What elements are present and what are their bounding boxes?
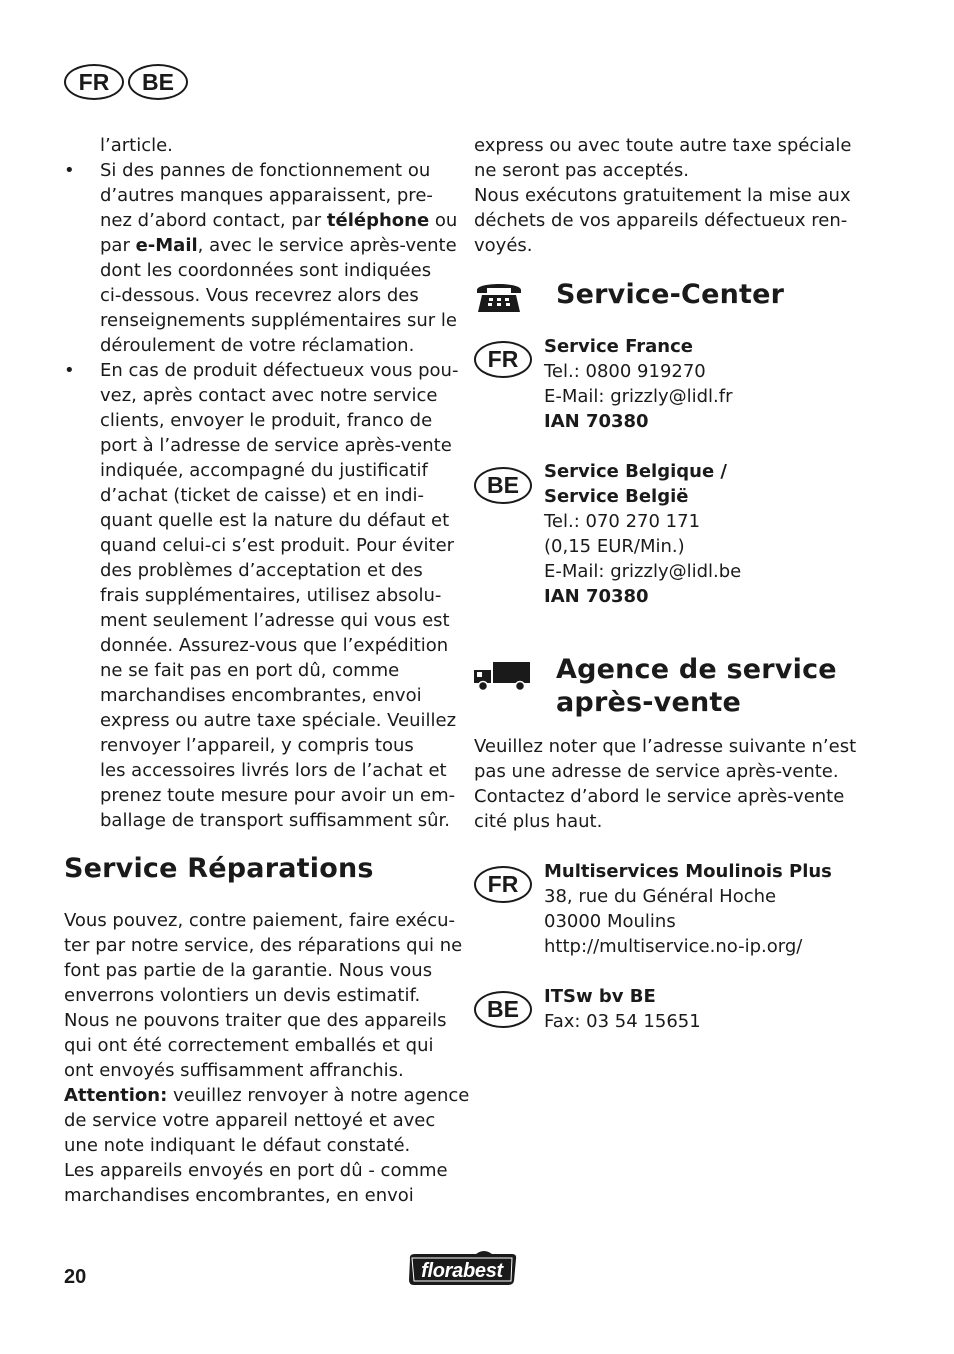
attention-label: Attention: bbox=[64, 1085, 168, 1106]
text-line: indiquée, accompagné du justificatif bbox=[100, 460, 428, 481]
website-link[interactable]: http://multiservice.no-ip.org/ bbox=[544, 936, 803, 957]
agency-notice-text bbox=[474, 734, 874, 834]
text-line: pas une adresse de service après-vente. bbox=[474, 761, 839, 782]
text-line: quand celui-ci s’est produit. Pour éviter bbox=[100, 535, 455, 556]
text-line: ter par notre service, des réparations qui ne bbox=[64, 935, 463, 956]
text-line: ment seulement l’adresse qui vous est bbox=[100, 610, 450, 631]
service-france-block bbox=[544, 334, 732, 434]
text-line: font pas partie de la garantie. Nous vous bbox=[64, 960, 433, 981]
text-line: Nous ne pouvons traiter que des appareils bbox=[64, 1010, 447, 1031]
phone-keyword: téléphone bbox=[326, 210, 430, 231]
text-line: d’autres manques apparaissent, pre- bbox=[100, 185, 433, 206]
text-line: ci-dessous. Vous recevrez alors des bbox=[100, 285, 419, 306]
text-line: de service votre appareil nettoyé et avec bbox=[64, 1110, 436, 1131]
text-fragment: , avec le service après-vente bbox=[197, 235, 457, 256]
text-line: dont les coordonnées sont indiquées bbox=[100, 260, 432, 281]
text-fragment: nez d’abord contact, par bbox=[100, 210, 327, 231]
address-line: 38, rue du Général Hoche bbox=[544, 886, 777, 907]
text-line: port à l’adresse de service après-vente bbox=[100, 435, 452, 456]
text-line: ne se fait pas en port dû, comme bbox=[100, 660, 400, 681]
text-line: enverrons volontiers un devis estimatif. bbox=[64, 985, 421, 1006]
service-title: Service Belgique / bbox=[544, 461, 727, 482]
email-address: E-Mail: grizzly@lidl.be bbox=[544, 561, 742, 582]
service-belgique-block bbox=[544, 459, 741, 609]
text-line: déroulement de votre réclamation. bbox=[100, 335, 415, 356]
text-line: déchets de vos appareils défectueux ren- bbox=[474, 210, 848, 231]
text-line: Contactez d’abord le service après-vente bbox=[474, 786, 845, 807]
text-fragment: ou bbox=[429, 210, 458, 231]
text-line: quant quelle est la nature du défaut et bbox=[100, 510, 450, 531]
text-line bbox=[100, 208, 458, 233]
service-title: Service België bbox=[544, 486, 689, 507]
text-fragment: par bbox=[100, 235, 136, 256]
truck-icon bbox=[473, 660, 531, 692]
text-line: Les appareils envoyés en port dû - comme bbox=[64, 1160, 448, 1181]
text-line: une note indiquant le défaut constaté. bbox=[64, 1135, 411, 1156]
bullet-icon: • bbox=[64, 360, 75, 381]
text-line: donnée. Assurez-vous que l’expédition bbox=[100, 635, 449, 656]
text-line: ne seront pas acceptés. bbox=[474, 160, 689, 181]
ian-number: IAN 70380 bbox=[544, 411, 649, 432]
right-intro-text bbox=[474, 133, 874, 258]
text-line: clients, envoyer le produit, franco de bbox=[100, 410, 433, 431]
repairs-heading: Service Réparations bbox=[64, 853, 374, 884]
florabest-logo bbox=[406, 1251, 518, 1287]
agency-heading-line: Agence de service bbox=[556, 654, 837, 685]
text-line: voyés. bbox=[474, 235, 533, 256]
text-line: des problèmes d’acceptation et des bbox=[100, 560, 423, 581]
language-badge-fr: FR bbox=[64, 64, 124, 100]
email-address: E-Mail: grizzly@lidl.fr bbox=[544, 386, 733, 407]
fax-number: Fax: 03 54 15651 bbox=[544, 1011, 701, 1032]
agency-heading-line: après-vente bbox=[556, 687, 742, 718]
text-line: express ou avec toute autre taxe spéciale bbox=[474, 135, 852, 156]
text-line: frais supplémentaires, utilisez absolu- bbox=[100, 585, 442, 606]
ian-number: IAN 70380 bbox=[544, 586, 649, 607]
repairs-text bbox=[64, 908, 470, 1208]
bullet-icon: • bbox=[64, 160, 75, 181]
text-line: qui ont été correctement emballés et qui bbox=[64, 1035, 434, 1056]
text-line: Vous pouvez, contre paiement, faire exécu- bbox=[64, 910, 456, 931]
address-line: 03000 Moulins bbox=[544, 911, 676, 932]
text-line: les accessoires livrés lors de l’achat et bbox=[100, 760, 447, 781]
country-badge-be: BE bbox=[474, 991, 532, 1028]
text-line: ont envoyés suffisamment affranchis. bbox=[64, 1060, 404, 1081]
text-line: Veuillez noter que l’adresse suivante n’est bbox=[474, 736, 857, 757]
language-badge-be: BE bbox=[128, 64, 188, 100]
phone-number: Tel.: 070 270 171 bbox=[544, 511, 701, 532]
text-line: express ou autre taxe spéciale. Veuillez bbox=[100, 710, 457, 731]
text-line: cité plus haut. bbox=[474, 811, 603, 832]
text-line: renvoyer l’appareil, y compris tous bbox=[100, 735, 414, 756]
rate-info: (0,15 EUR/Min.) bbox=[544, 536, 685, 557]
left-column bbox=[64, 133, 459, 833]
text-line: prenez toute mesure pour avoir un em- bbox=[100, 785, 456, 806]
bullet-item-defective-product bbox=[64, 358, 459, 833]
agency-belgique-block bbox=[544, 984, 701, 1034]
text-line: Si des pannes de fonctionnement ou bbox=[100, 160, 431, 181]
agency-france-block bbox=[544, 859, 832, 959]
text-line: marchandises encombrantes, envoi bbox=[100, 685, 422, 706]
page-number: 20 bbox=[64, 1266, 87, 1288]
text-line: Nous exécutons gratuitement la mise aux bbox=[474, 185, 851, 206]
text-line: ballage de transport suffisamment sûr. bbox=[100, 810, 451, 831]
email-keyword: e-Mail bbox=[135, 235, 198, 256]
text-line: l’article. bbox=[100, 135, 173, 156]
country-badge-fr: FR bbox=[474, 341, 532, 378]
bullet-item-phone-email bbox=[64, 158, 458, 358]
text-line bbox=[64, 1083, 470, 1108]
service-center-heading: Service-Center bbox=[556, 279, 785, 310]
text-line: renseignements supplémentaires sur le bbox=[100, 310, 458, 331]
text-fragment: veuillez renvoyer à notre agence bbox=[167, 1085, 470, 1106]
agency-title: ITSw bv BE bbox=[544, 986, 656, 1007]
text-line: d’achat (ticket de caisse) et en indi- bbox=[100, 485, 425, 506]
logo-wordmark: florabest bbox=[421, 1259, 503, 1282]
agency-title: Multiservices Moulinois Plus bbox=[544, 861, 832, 882]
country-badge-be: BE bbox=[474, 467, 532, 504]
country-badge-fr: FR bbox=[474, 866, 532, 903]
agency-heading bbox=[556, 653, 837, 719]
service-title: Service France bbox=[544, 336, 693, 357]
text-line: En cas de produit défectueux vous pou- bbox=[100, 360, 459, 381]
text-line: marchandises encombrantes, en envoi bbox=[64, 1185, 414, 1206]
telephone-icon bbox=[474, 278, 524, 314]
phone-number: Tel.: 0800 919270 bbox=[544, 361, 706, 382]
text-line: vez, après contact avec notre service bbox=[100, 385, 438, 406]
text-line bbox=[100, 233, 457, 258]
